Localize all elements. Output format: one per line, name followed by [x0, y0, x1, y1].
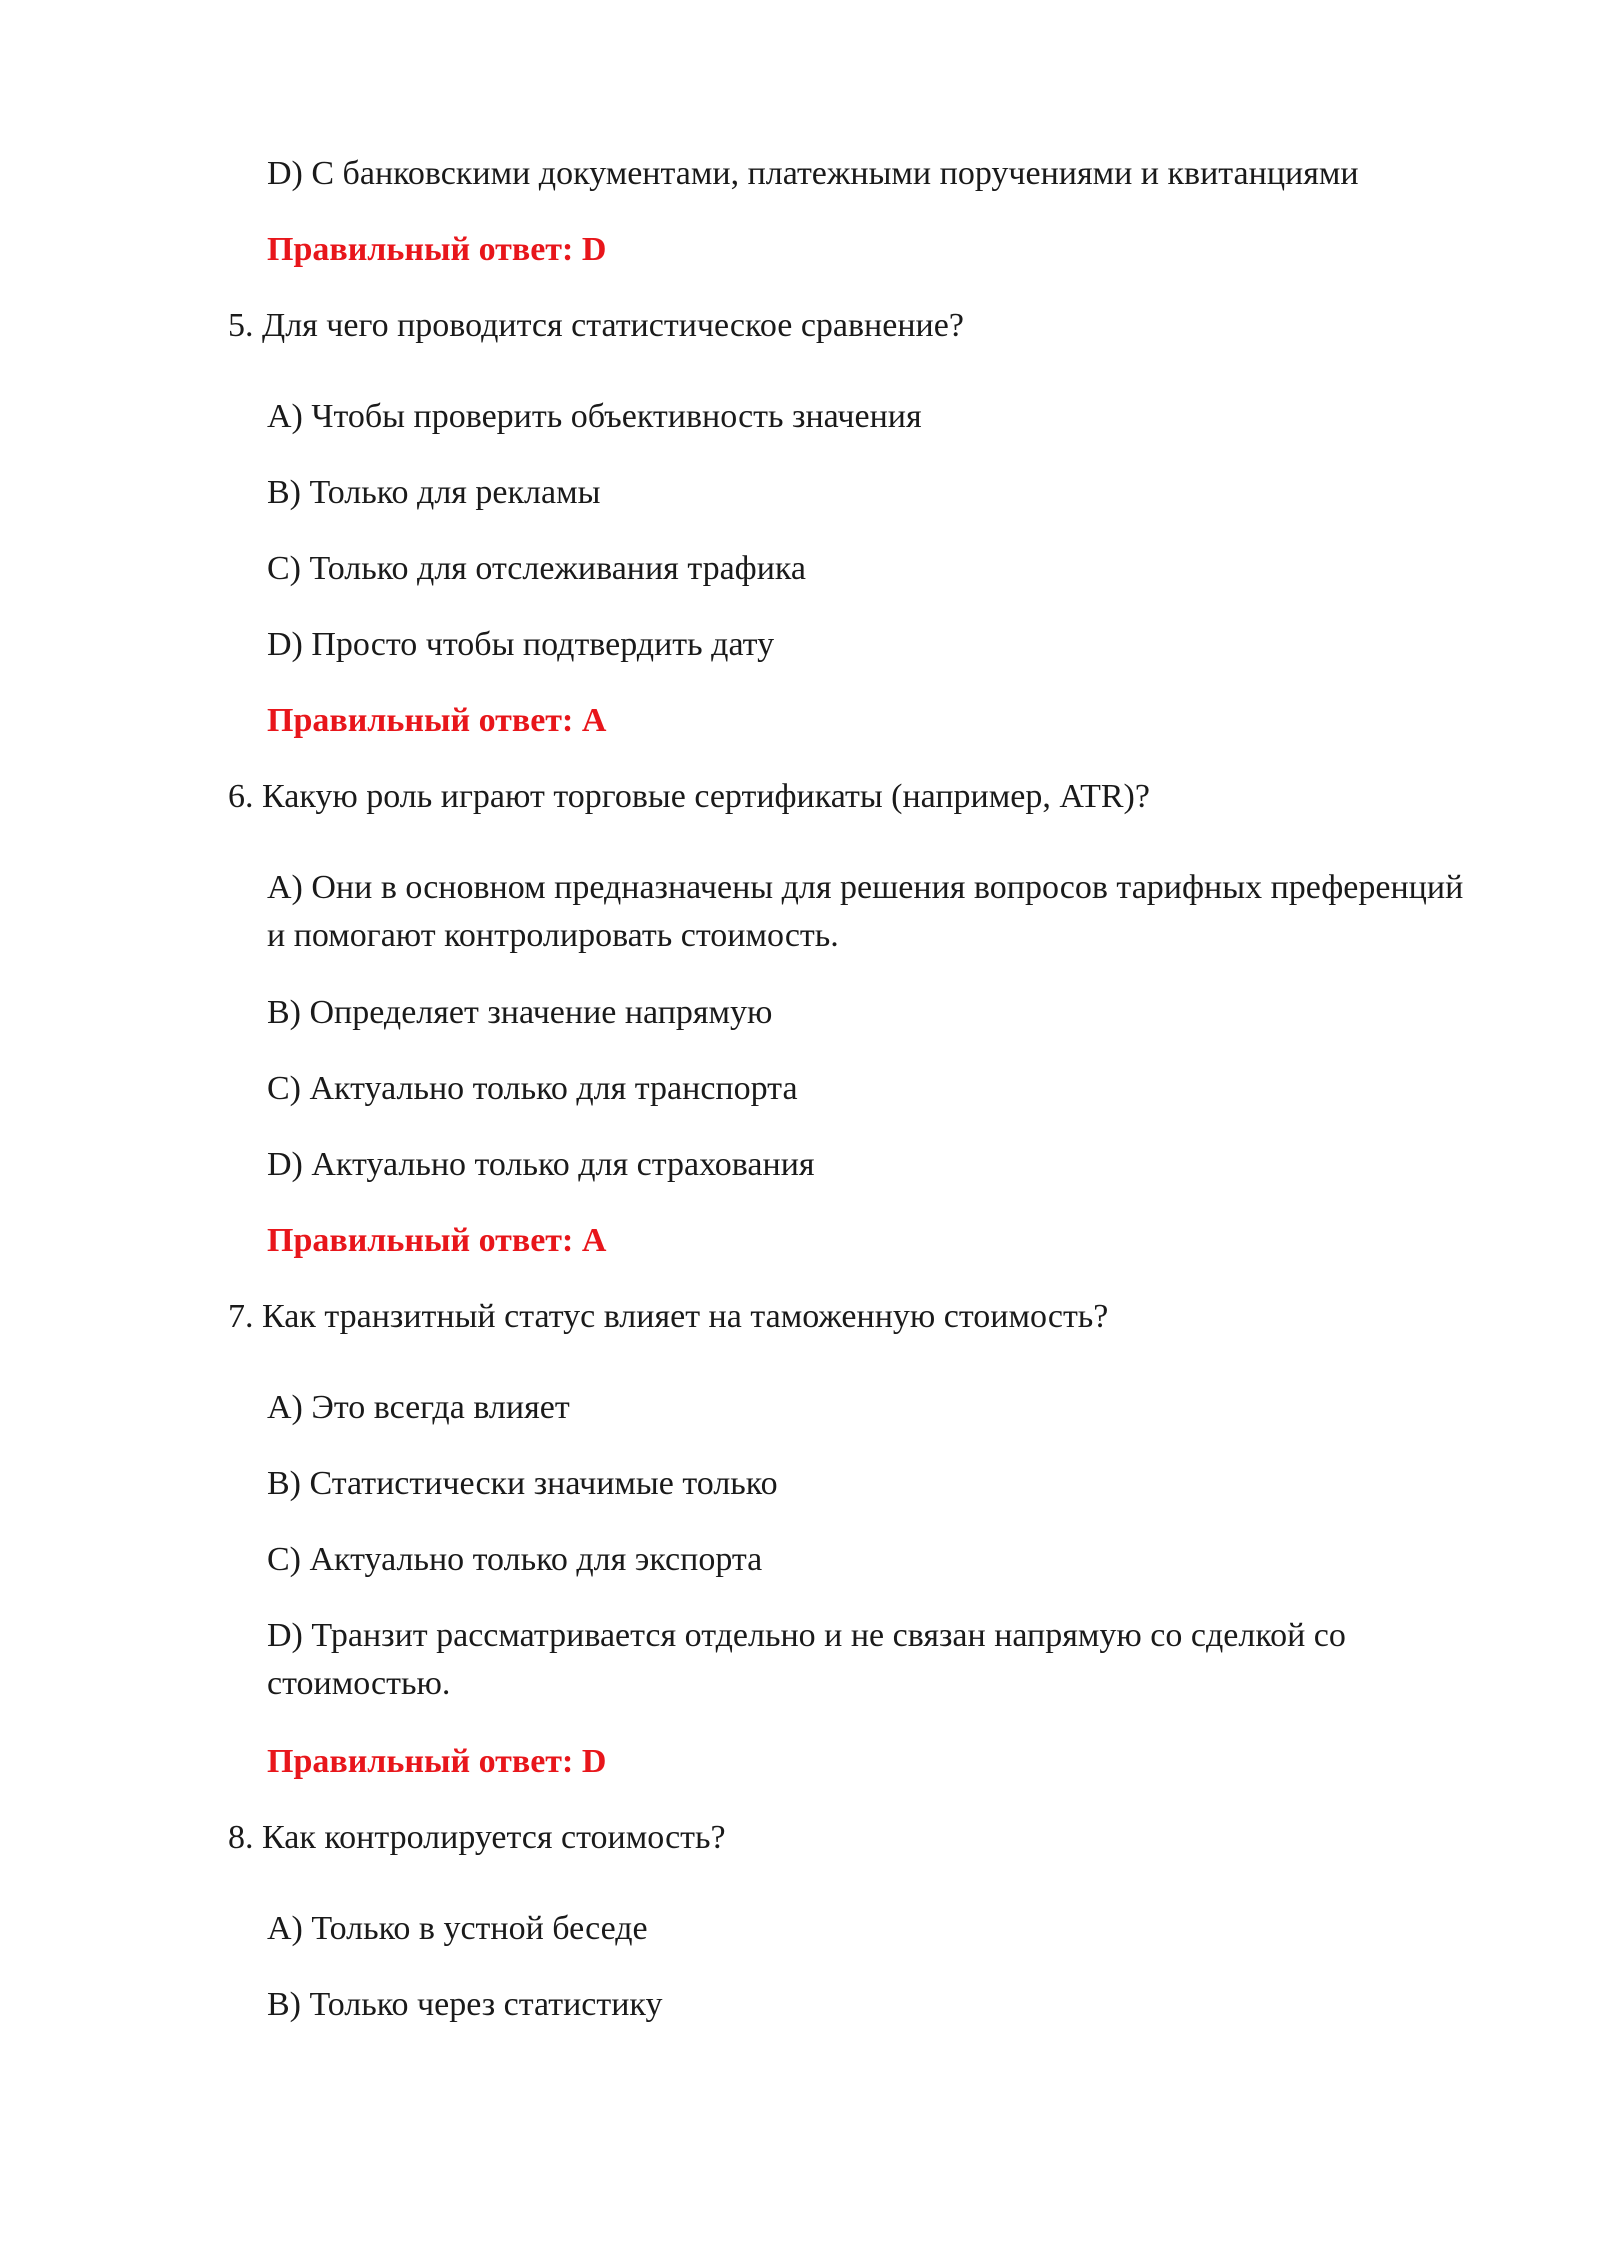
correct-answer: Правильный ответ: D — [267, 231, 607, 268]
correct-answer: Правильный ответ: A — [267, 702, 607, 739]
correct-answer: Правильный ответ: A — [267, 1222, 607, 1259]
option-text: C) Актуально только для экспорта — [267, 1541, 763, 1578]
question-text: 6. Какую роль играют торговые сертификаты (например, ATR)? — [228, 778, 1150, 815]
question-text: 7. Как транзитный статус влияет на таможенную стоимость? — [228, 1298, 1109, 1335]
question-text: 5. Для чего проводится статистическое сравнение? — [228, 307, 964, 344]
option-text: A) Только в устной беседе — [267, 1910, 648, 1947]
option-text: B) Определяет значение напрямую — [267, 994, 773, 1031]
correct-answer: Правильный ответ: D — [267, 1743, 607, 1780]
option-text: D) Просто чтобы подтвердить дату — [267, 626, 775, 663]
option-text: D) Транзит рассматривается отдельно и не связан напрямую со сделкой со стоимостью. — [267, 1617, 1346, 1702]
option-text: A) Они в основном предназначены для решения вопросов тарифных преференций и помогают контролировать стоимость. — [267, 869, 1464, 954]
option-text: C) Актуально только для транспорта — [267, 1070, 798, 1107]
option-text: A) Это всегда влияет — [267, 1389, 570, 1426]
option-text: A) Чтобы проверить объективность значения — [267, 398, 922, 435]
option-text: D) С банковскими документами, платежными поручениями и квитанциями — [267, 155, 1359, 192]
question-text: 8. Как контролируется стоимость? — [228, 1819, 726, 1856]
option-text: C) Только для отслеживания трафика — [267, 550, 807, 587]
option-text: D) Актуально только для страхования — [267, 1146, 815, 1183]
option-text: B) Только для рекламы — [267, 474, 601, 511]
option-text: B) Статистически значимые только — [267, 1465, 778, 1502]
option-text: B) Только через статистику — [267, 1986, 663, 2023]
